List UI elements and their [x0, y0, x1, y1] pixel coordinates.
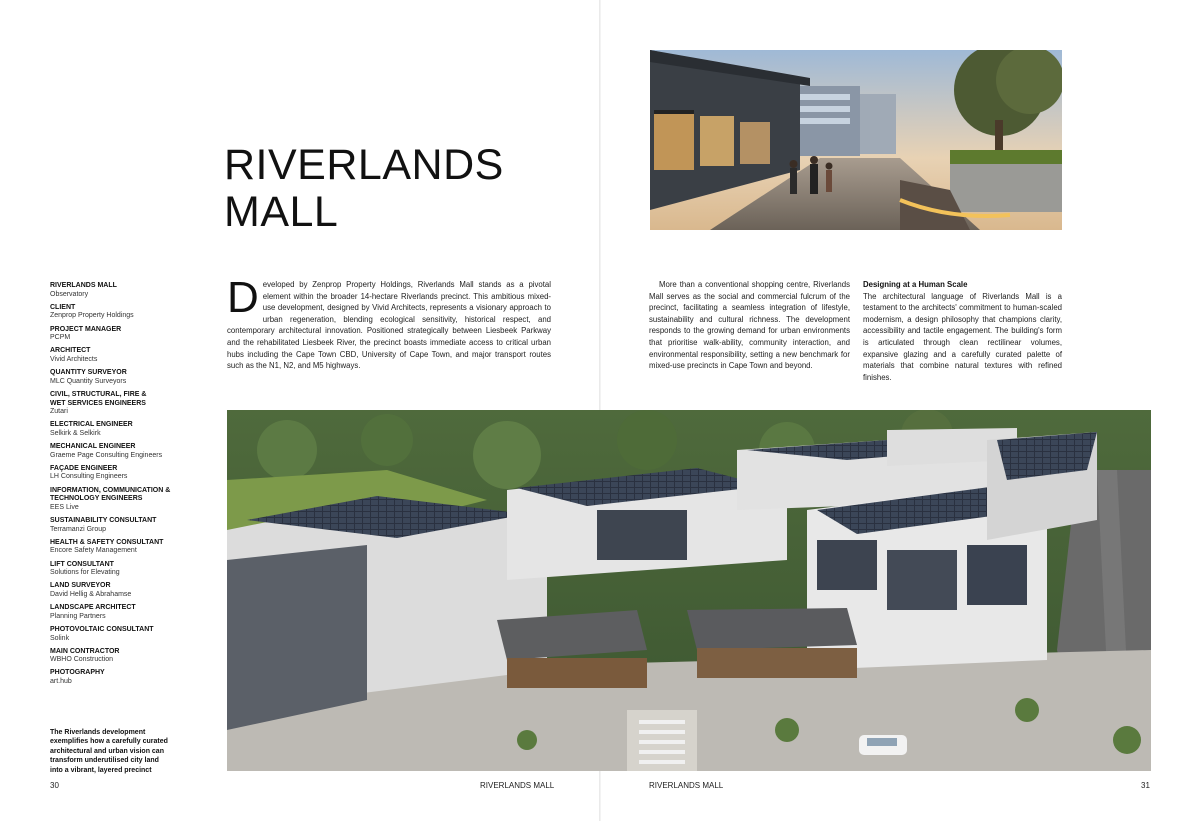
running-head-left: RIVERLANDS MALL	[480, 781, 555, 790]
credit-role: HEALTH & SAFETY CONSULTANT	[50, 538, 164, 546]
credit-role: PROJECT MANAGER	[50, 325, 122, 333]
credit-entry	[50, 421, 210, 438]
credit-name: Selkirk & Selkirk	[50, 429, 101, 437]
credit-name: Observatory	[50, 290, 89, 298]
credit-name: Terramanzi Group	[50, 525, 107, 533]
credit-role: QUANTITY SURVEYOR	[50, 369, 127, 377]
body-column-3	[863, 279, 1062, 383]
credit-role: LAND SURVEYOR	[50, 582, 111, 590]
credit-name: Solink	[50, 634, 70, 642]
credit-entry	[50, 304, 210, 321]
credit-role: MECHANICAL ENGINEER	[50, 443, 136, 451]
credit-role: ELECTRICAL ENGINEER	[50, 421, 133, 429]
credit-role: PHOTOGRAPHY	[50, 669, 105, 677]
credit-entry	[50, 391, 210, 417]
credit-name: EES Live	[50, 503, 79, 511]
aerial-photo-mall	[227, 410, 1151, 771]
credit-name: Planning Partners	[50, 612, 106, 620]
credit-entry	[50, 326, 210, 343]
credit-name: LH Consulting Engineers	[50, 473, 128, 481]
credit-role: CLIENT	[50, 303, 76, 311]
aerial-illustration	[227, 410, 1151, 771]
credit-entry	[50, 626, 210, 643]
title-line-1: RIVERLANDS	[224, 141, 504, 189]
credit-role: INFORMATION, COMMUNICATION & TECHNOLOGY ENGINEERS	[50, 486, 171, 503]
credit-name: Solutions for Elevating	[50, 569, 120, 577]
drop-cap: D	[227, 273, 259, 322]
credit-role: PHOTOVOLTAIC CONSULTANT	[50, 625, 154, 633]
hero-photo-walkway	[650, 50, 1062, 230]
photo-caption: The Riverlands development exemplifies how a carefully curated architectural and urban vision can transform underutilised city land into a vibrant, layered precinct	[50, 729, 168, 774]
body-column-2	[649, 279, 850, 372]
credit-role: ARCHITECT	[50, 347, 91, 355]
credit-name: Graeme Page Consulting Engineers	[50, 451, 163, 459]
credit-role: CIVIL, STRUCTURAL, FIRE & WET SERVICES ENGINEERS	[50, 390, 147, 407]
credit-name: Encore Safety Management	[50, 547, 137, 555]
credit-role: LANDSCAPE ARCHITECT	[50, 604, 136, 612]
credit-name: Zenprop Property Holdings	[50, 312, 134, 320]
credit-entry	[50, 282, 210, 299]
credit-entry	[50, 465, 210, 482]
credit-entry	[50, 604, 210, 621]
credit-entry	[50, 443, 210, 460]
section-heading: Designing at a Human Scale	[863, 280, 968, 289]
credit-name: WBHO Construction	[50, 656, 114, 664]
body-text-3: The architectural language of Riverlands Mall is a testament to the architects' commitment to human-scaled modernism, a design philosophy that champions clarity, accessibility and tactile engagement. The building's form is articulated through clean rectilinear volumes, expansive glazing and a carefully curated palette of materials that combine natural textures with refined finishes.	[863, 291, 1062, 382]
project-credits	[50, 282, 210, 691]
credit-name: David Hellig & Abrahamse	[50, 590, 132, 598]
credit-role: RIVERLANDS MALL	[50, 282, 117, 289]
credit-name: Zutari	[50, 408, 68, 416]
body-column-1	[227, 273, 551, 372]
page-number-left: 30	[50, 781, 59, 790]
credit-entry	[50, 561, 210, 578]
body-text-1: eveloped by Zenprop Property Holdings, Riverlands Mall stands as a pivotal element within the broader 14-hectare Riverlands precinct. This ambitious mixed-use development, designed by Vivid Architects, represents a visionary approach to urban regeneration, blending ecological sensitivity, historical respect, and contemporary architectural innovation. Positioned strategically between Liesbeek Parkway and the rehabilitated Liesbeek River, the precinct boasts immediate access to critical urban hubs including the Cape Town CBD, University of Cape Town, and major transport routes such as the N1, N2, and M5 highways.	[227, 280, 551, 371]
credit-role: LIFT CONSULTANT	[50, 560, 114, 568]
page-title	[224, 142, 504, 236]
running-head-right: RIVERLANDS MALL	[649, 781, 724, 790]
credit-entry	[50, 487, 210, 513]
title-line-2: MALL	[224, 188, 339, 236]
walkway-illustration	[650, 50, 1062, 230]
credit-name: Vivid Architects	[50, 355, 98, 363]
credit-name: MLC Quantity Surveyors	[50, 377, 127, 385]
credit-name: art.hub	[50, 678, 72, 686]
credit-entry	[50, 582, 210, 599]
credit-role: FAÇADE ENGINEER	[50, 464, 118, 472]
credit-entry	[50, 517, 210, 534]
page-number-right: 31	[1141, 781, 1150, 790]
credit-entry	[50, 648, 210, 665]
credit-entry	[50, 539, 210, 556]
credit-entry	[50, 669, 210, 686]
credit-role: MAIN CONTRACTOR	[50, 647, 120, 655]
credit-role: SUSTAINABILITY CONSULTANT	[50, 517, 157, 524]
body-text-2: More than a conventional shopping centre, Riverlands Mall serves as the social and commercial fulcrum of the precinct, facilitating a seamless integration of lifestyle, sustainability and cultural richness. The development responds to the growing demand for urban environments that prioritise walk-ability, community interaction, and environmental responsibility, setting a new benchmark for mixed-use precincts in Cape Town and beyond.	[649, 280, 850, 371]
credit-entry	[50, 347, 210, 364]
credit-entry	[50, 369, 210, 386]
credit-name: PCPM	[50, 334, 71, 342]
